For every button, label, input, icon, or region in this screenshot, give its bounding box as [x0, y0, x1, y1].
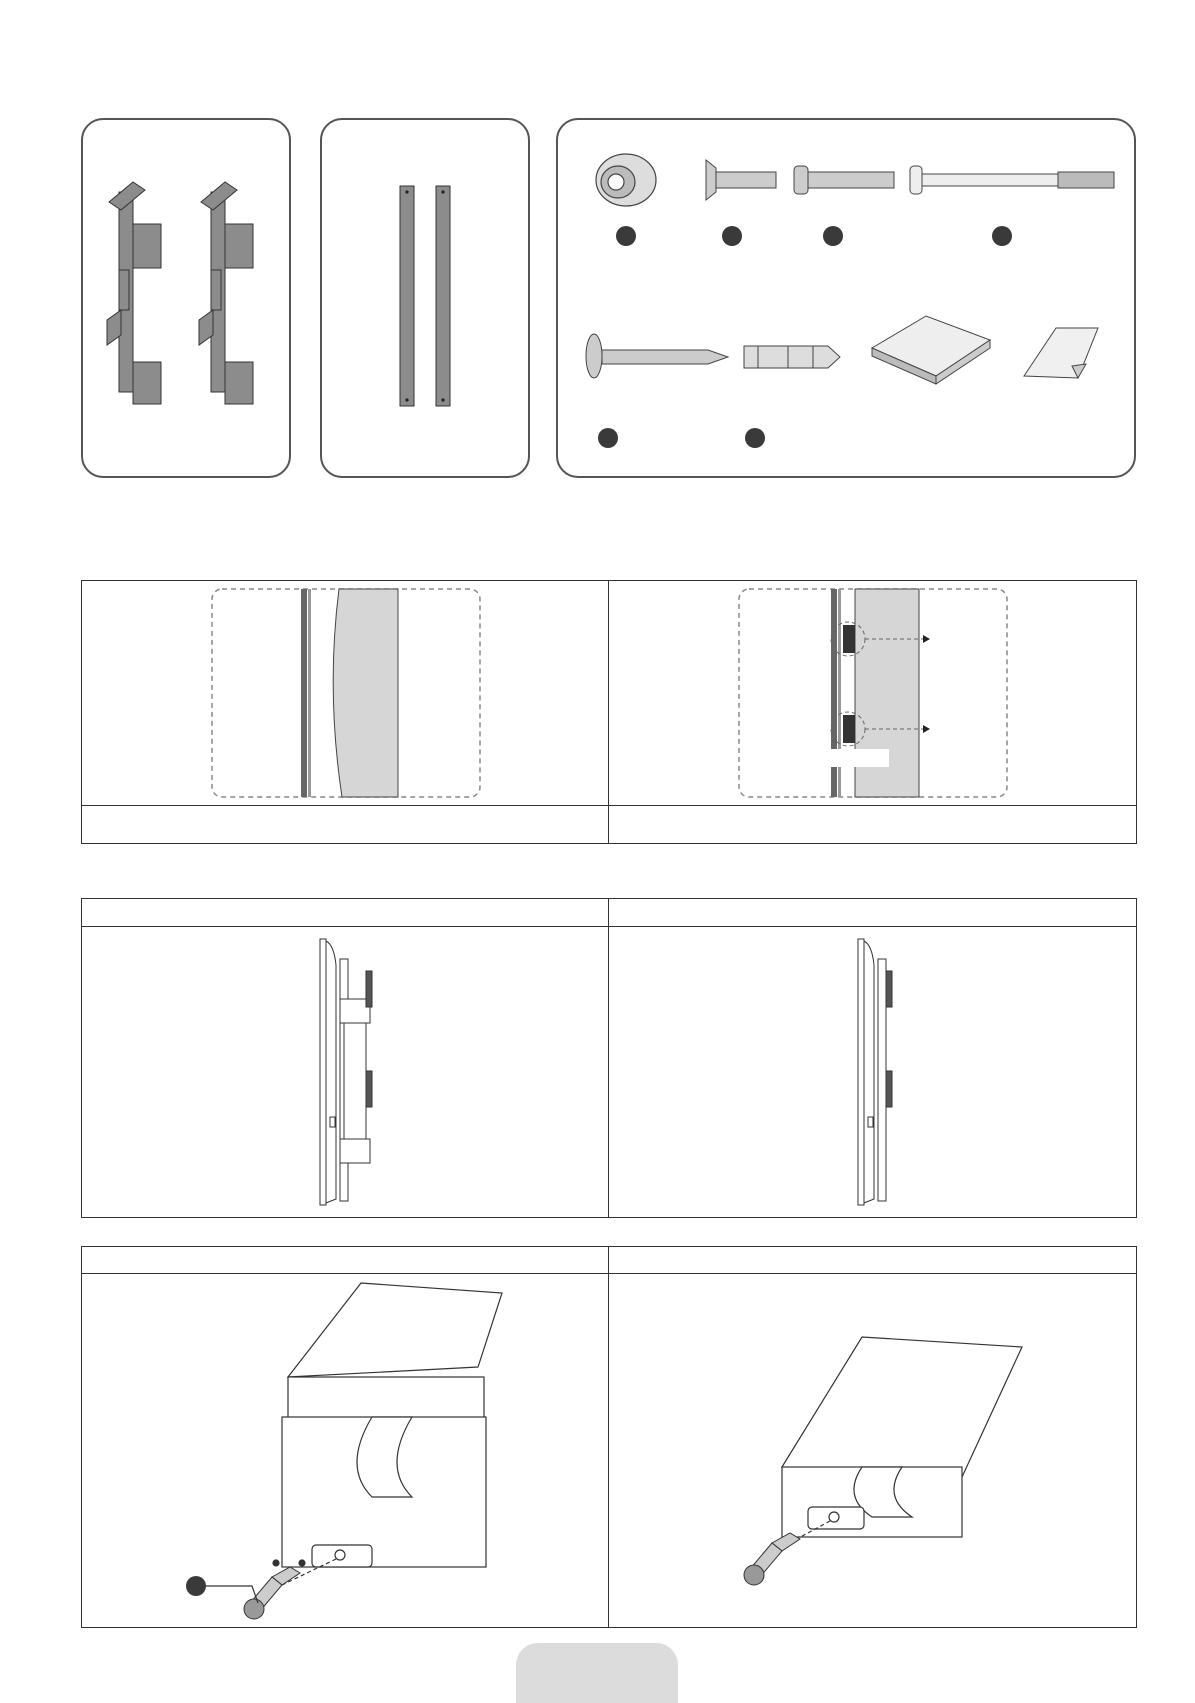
rails-panel [320, 118, 530, 478]
page-tab [516, 1643, 678, 1703]
tv-side-left [320, 939, 372, 1205]
bracket-detail-table [81, 1246, 1137, 1628]
wall-comparison-table [81, 580, 1137, 844]
screw-long [910, 166, 1114, 194]
template-sheet [1024, 328, 1098, 378]
bracket-detail-right [782, 1337, 1022, 1547]
part-bullet-2 [722, 226, 742, 246]
wall-anchor [744, 346, 840, 368]
bracket-detail-illustrations [82, 1247, 1136, 1627]
screw-right [744, 1533, 800, 1585]
part-bullet-5 [598, 428, 618, 448]
bracket-pair-illustration [83, 120, 289, 476]
holder-ring [596, 154, 656, 206]
part-bullet-1 [616, 226, 636, 246]
tv-side-right [858, 939, 892, 1205]
wood-screw [586, 334, 728, 378]
rails-illustration [322, 120, 528, 476]
tv-side-view-table [81, 898, 1137, 1218]
screw-medium [794, 166, 894, 194]
bracket-right [199, 182, 253, 404]
manual [872, 316, 990, 384]
part-bullet-3 [823, 226, 843, 246]
hardware-panel [556, 118, 1136, 478]
wall-side-views [82, 581, 1136, 805]
bracket-left [107, 182, 161, 404]
part-bullet-4 [992, 226, 1012, 246]
tv-side-views [82, 899, 1136, 1217]
part-bullet-6 [745, 428, 765, 448]
rail-left [400, 186, 414, 406]
callout-bullet [186, 1576, 206, 1596]
brackets-panel [81, 118, 291, 478]
screw-left [244, 1567, 300, 1619]
bracket-detail-left [273, 1283, 502, 1585]
hardware-illustration [558, 120, 1134, 476]
screw-short [706, 160, 776, 200]
rail-right [436, 186, 450, 406]
